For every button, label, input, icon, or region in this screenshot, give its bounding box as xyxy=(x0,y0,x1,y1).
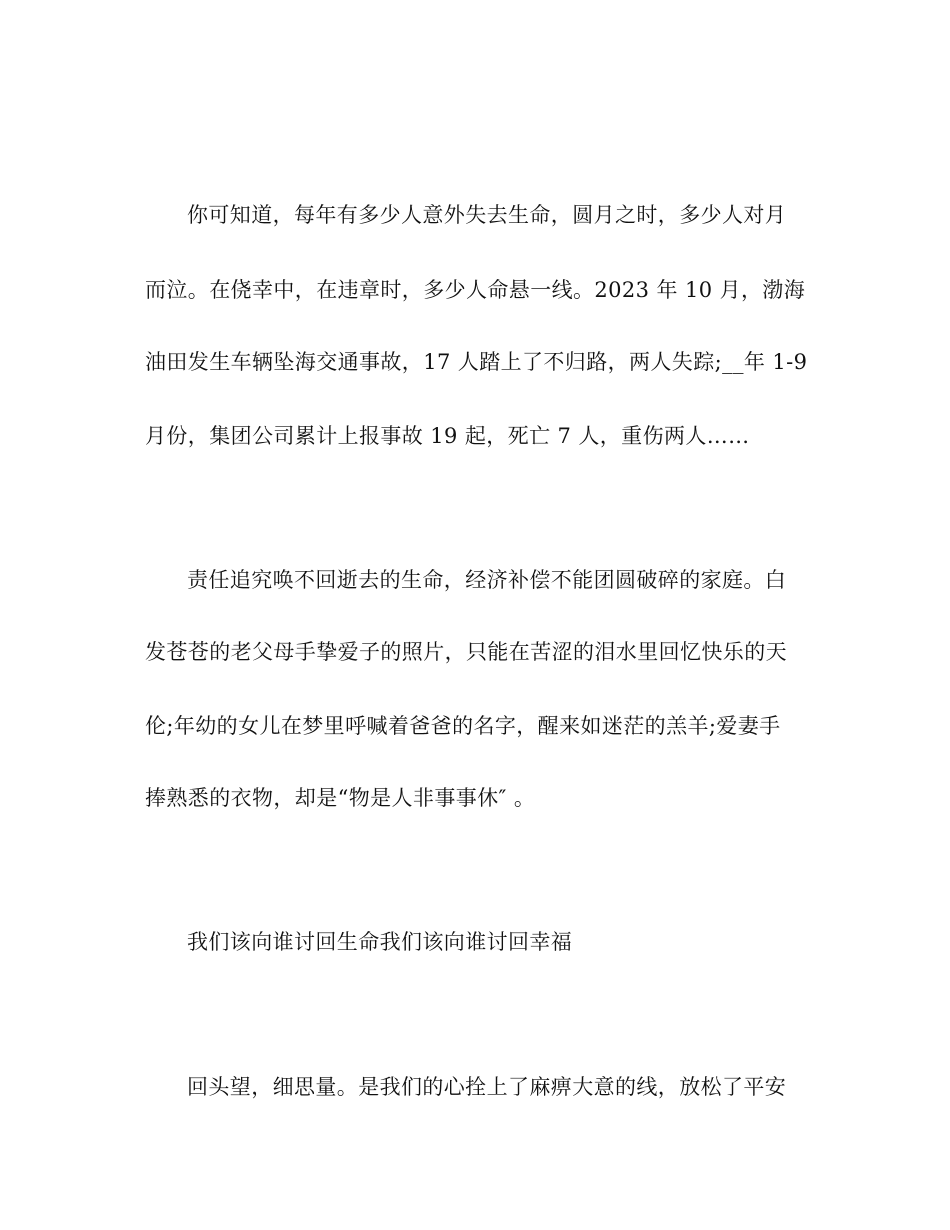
paragraph-1-line-2: 而泣。在侥幸中，在违章时，多少人命悬一线。2023 年 10 月，渤海 xyxy=(145,278,806,302)
paragraph-2-line-4: 捧熟悉的衣物，却是“物是人非事事休″ 。 xyxy=(145,786,536,810)
paragraph-2-line-3: 伦;年幼的女儿在梦里呼喊着爸爸的名字，醒来如迷茫的羔羊;爱妻手 xyxy=(145,714,781,738)
paragraph-4-line-1: 回头望，细思量。是我们的心拴上了麻痹大意的线，放松了平安 xyxy=(187,1075,787,1099)
paragraph-2-line-2: 发苍苍的老父母手挚爱子的照片，只能在苦涩的泪水里回忆快乐的天 xyxy=(145,640,787,664)
paragraph-1-line-4: 月份，集团公司累计上报事故 19 起，死亡 7 人，重伤两人…… xyxy=(145,424,750,448)
paragraph-1-line-3: 油田发生车辆坠海交通事故，17 人踏上了不归路，两人失踪;__年 1-9 xyxy=(145,350,808,374)
paragraph-1-line-1: 你可知道，每年有多少人意外失去生命，圆月之时，多少人对月 xyxy=(187,203,787,227)
paragraph-3-line-1: 我们该向谁讨回生命我们该向谁讨回幸福 xyxy=(187,930,573,954)
paragraph-2-line-1: 责任追究唤不回逝去的生命，经济补偿不能团圆破碎的家庭。白 xyxy=(187,568,787,592)
